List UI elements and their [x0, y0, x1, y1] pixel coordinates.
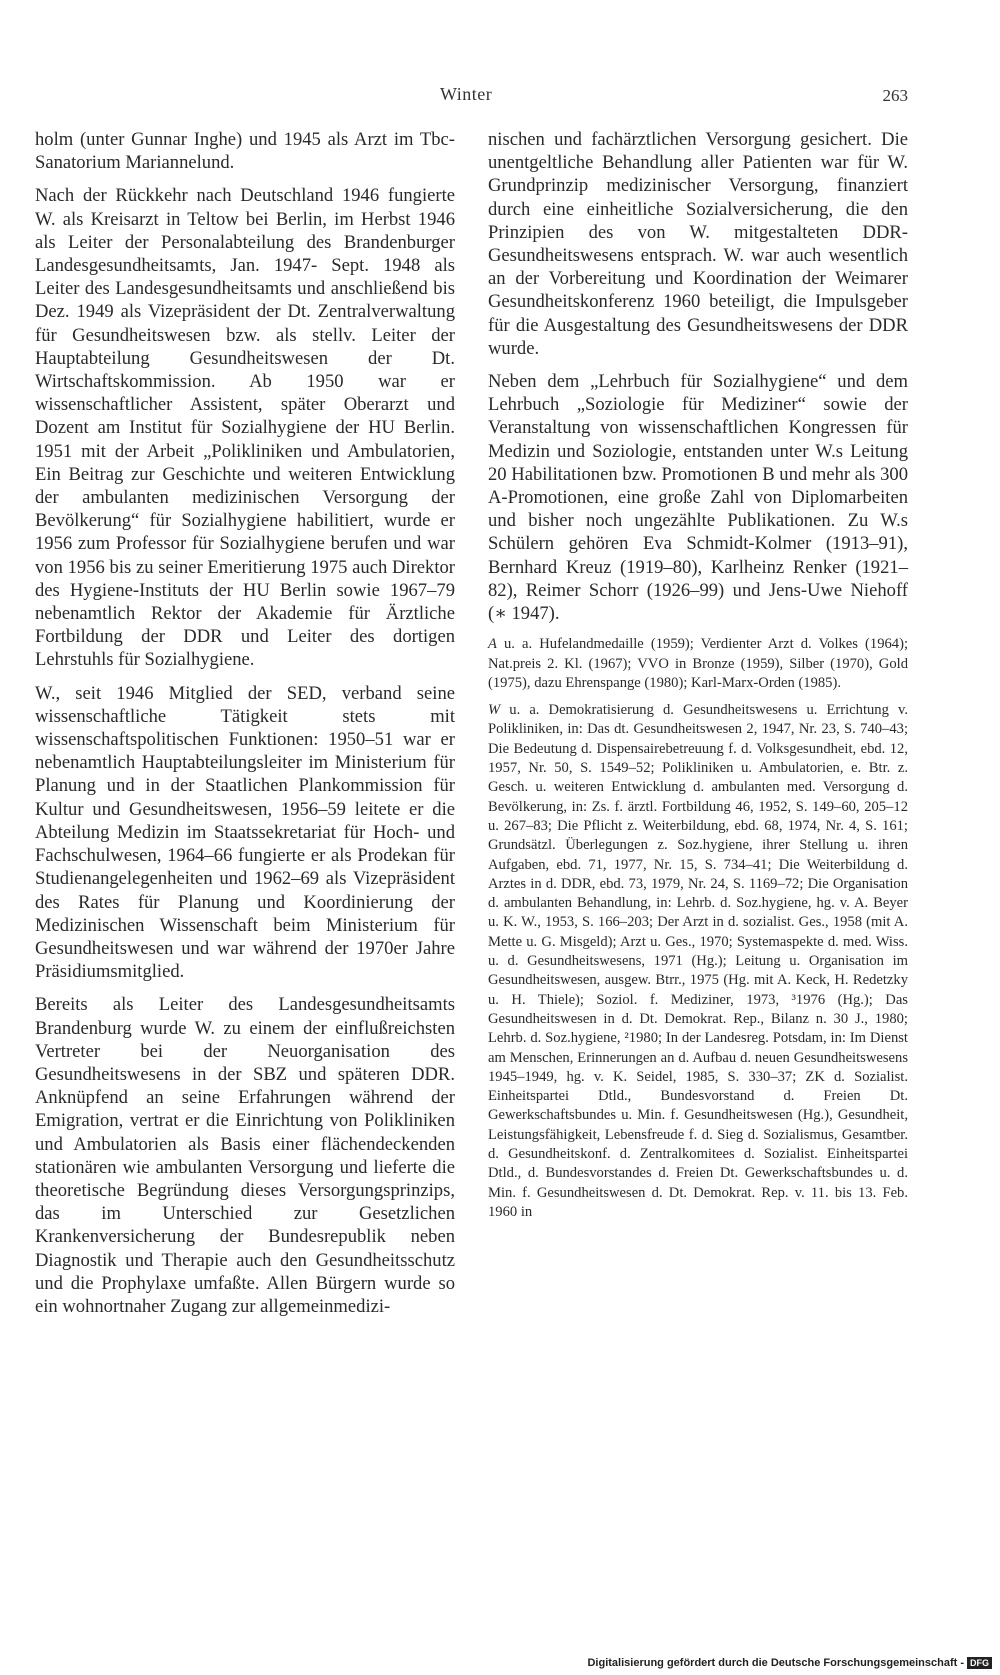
page-number: 263 [882, 86, 908, 105]
left-paragraph-2: Nach der Rückkehr nach Deutschland 1946 fungierte W. als Kreisarzt in Teltow bei Berlin, im Herbst 1946 als Leiter der Personalabteilung des Brandenburger Landesgesundheitsamts, Jan. 1947- Sept. 1948 als Leiter des Landesgesundheitsamts und anschließend bis Dez. 1949 als Vizepräsident der Dt. Zentralverwaltung für Gesundheitswesen bzw. als stellv. Leiter der Hauptabteilung Gesundheitswesen der Dt. Wirtschaftskommission. Ab 1950 war er wissenschaftlicher Assistent, später Oberarzt und Dozent am Institut für Sozialhygiene der HU Berlin. 1951 mit der Arbeit „Polikliniken und Ambulatorien, Ein Beitrag zur Geschichte und weiteren Entwicklung der ambulanten medizinischen Versorgung der Bevölkerung“ für Sozialhygiene habilitiert, wurde er 1956 zum Professor für Sozialhygiene berufen und war von 1956 bis zu seiner Emeritierung 1975 auch Direktor des Hygiene-Instituts der HU Berlin sowie 1967–79 nebenamtlich Rektor der Akademie für Ärztliche Fortbildung der DDR und Leiter des dortigen Lehrstuhls für Sozialhygiene. [35, 185, 455, 671]
works-label: W [488, 702, 501, 719]
awards-label: A [488, 636, 497, 653]
right-column [488, 128, 908, 1230]
works-text: u. a. Demokratisierung d. Gesundheitswesens u. Errichtung v. Polikliniken, in: Das dt. Gesundheitswesen 2, 1947, Nr. 23, S. 740–43; Die Bedeutung d. Dispensairebetreuung f. d. Volksgesundheit, ebd. 12, 1957, Nr. 50, S. 1549–52; Polikliniken u. Ambulatorien, e. Btr. z. Gesch. u. weiteren Entwicklung d. ambulanten med. Versorgung d. Bevölkerung, in: Zs. f. ärztl. Fortbildung 46, 1952, S. 149–60, 205–12 u. 267–83; Die Pflicht z. Weiterbildung, ebd. 68, 1974, Nr. 4, S. 161; Grundsätzl. Überlegungen z. Soz.hygiene, ihrer Stellung u. ihren Aufgaben, ebd. 71, 1977, Nr. 15, S. 734–41; Die Weiterbildung d. Arztes in d. DDR, ebd. 73, 1979, Nr. 24, S. 1169–72; Die Organisation d. ambulanten Behandlung, in: Lehrb. d. Soz.hygiene, hg. v. A. Beyer u. K. W., 1953, S. 166–203; Der Arzt in d. sozialist. Ges., 1958 (mit A. Mette u. G. Misgeld); Arzt u. Ges., 1970; Systemaspekte d. med. Wiss. u. d. Gesundheitswesens, 1971 (Hg.); Leitung u. Organisation im Gesundheitswesen, ausgew. Btrr., 1975 (Hg. mit A. Keck, H. Redetzky u. H. Thiele); Soziol. f. Mediziner, 1973, ³1976 (Hg.); Das Gesundheitswesen in d. Dt. Demokrat. Rep., Bilanz n. 30 J., 1980; Lehrb. d. Soz.hygiene, ²1980; In der Landesreg. Potsdam, in: Im Dienst am Menschen, Erinnerungen an d. Aufbau d. neuen Gesundheitswesens 1945–1949, hg. v. K. Seidel, 1985, S. 330–37; ZK d. Sozialist. Einheitspartei Dtld., Bundesvorstand d. Freien Dt. Gewerkschaftsbundes u. Min. f. Gesundheitswesen (Hg.), Gesundheit, Leistungsfähigkeit, Lebensfreude f. d. Sieg d. Sozialismus, Gesamtber. d. Gesundheitskonf. d. Zentralkomitees d. Sozialist. Einheitspartei Dtld., d. Bundesvorstandes d. Freien Dt. Gewerkschaftsbundes u. d. Min. f. Gesundheitswesen d. Dt. Demokrat. Rep. v. 11. bis 13. Feb. 1960 in [488, 702, 908, 1220]
left-paragraph-4: Bereits als Leiter des Landesgesundheitsamts Brandenburg wurde W. zu einem der einflußreichsten Vertreter bei der Neuorganisation des Gesundheitswesens in der SBZ und späteren DDR. Anknüpfend an seine Erfahrungen während der Emigration, vertrat er die Einrichtung von Polikliniken und Ambulatorien als Basis einer flächendeckenden stationären wie ambulanten Versorgung und lieferte die theoretische Begründung dieses Versorgungsprinzips, das im Unterschied zur Gesetzlichen Krankenversicherung der Bundesrepublik neben Diagnostik und Therapie auch den Gesundheitsschutz und die Prophylaxe umfaßte. Allen Bürgern wurde so ein wohnortnaher Zugang zur allgemeinmedizi- [35, 994, 455, 1317]
running-title: Winter [440, 84, 493, 104]
dfg-logo: DFG [967, 1657, 992, 1669]
left-paragraph-1: holm (unter Gunnar Inghe) und 1945 als Arzt im Tbc-Sanatorium Mariannelund. [35, 129, 455, 174]
left-column [35, 128, 455, 1328]
works-section [488, 701, 908, 1222]
awards-section [488, 635, 908, 693]
awards-text: u. a. Hufelandmedaille (1959); Verdienter Arzt d. Volkes (1964); Nat.preis 2. Kl. (1967); VVO in Bronze (1959), Silber (1970), Gold (1975), dazu Ehrenspange (1980); Karl-Marx-Orden (1985). [488, 636, 908, 691]
digitization-credit [587, 1657, 992, 1669]
left-paragraph-3: W., seit 1946 Mitglied der SED, verband seine wissenschaftliche Tätigkeit stets mit wissenschaftspolitischen Funktionen: 1950–51 war er nebenamtlich Hauptabteilungsleiter im Ministerium für Planung und in der Staatlichen Plankommission für Kultur und Gesundheitswesen, 1956–59 leitete er die Abteilung Medizin im Staatssekretariat für Hoch- und Fachschulwesen, 1964–66 fungierte er als Prodekan für Studienangelegenheiten und 1962–69 als Vizepräsident des Rates für Planung und Koordinierung der Medizinischen Wissenschaft beim Ministerium für Gesundheitswesen und war während der 1970er Jahre Präsidiumsmitglied. [35, 682, 455, 983]
right-paragraph-1: nischen und fachärztlichen Versorgung gesichert. Die unentgeltliche Behandlung aller Patienten war für W. Grundprinzip medizinischer Versorgung, finanziert durch eine einheitliche Sozialversicherung, die den Prinzipien des von W. mitgestalteten DDR-Gesundheitswesens entsprach. W. war auch wesentlich an der Vorbereitung und Koordination der Weimarer Gesundheitskonferenz 1960 beteiligt, die Impulsgeber für die Ausgestaltung des Gesundheitswesens der DDR wurde. [488, 129, 908, 359]
credit-text: Digitalisierung gefördert durch die Deutsche Forschungsgemeinschaft - [587, 1657, 964, 1669]
right-paragraph-2: Neben dem „Lehrbuch für Sozialhygiene“ und dem Lehrbuch „Soziologie für Mediziner“ sowie der Veranstaltung von wissenschaftlichen Kongressen für Medizin und Soziologie, entstanden unter W.s Leitung 20 Habilitationen bzw. Promotionen B und mehr als 300 A-Promotionen, eine große Zahl von Diplomarbeiten und bisher noch ungezählte Publikationen. Zu W.s Schülern gehören Eva Schmidt-Kolmer (1913–91), Bernhard Kreuz (1919–80), Karlheinz Renker (1921–82), Reimer Schorr (1926–99) und Jens-Uwe Niehoff (∗ 1947). [488, 371, 908, 625]
